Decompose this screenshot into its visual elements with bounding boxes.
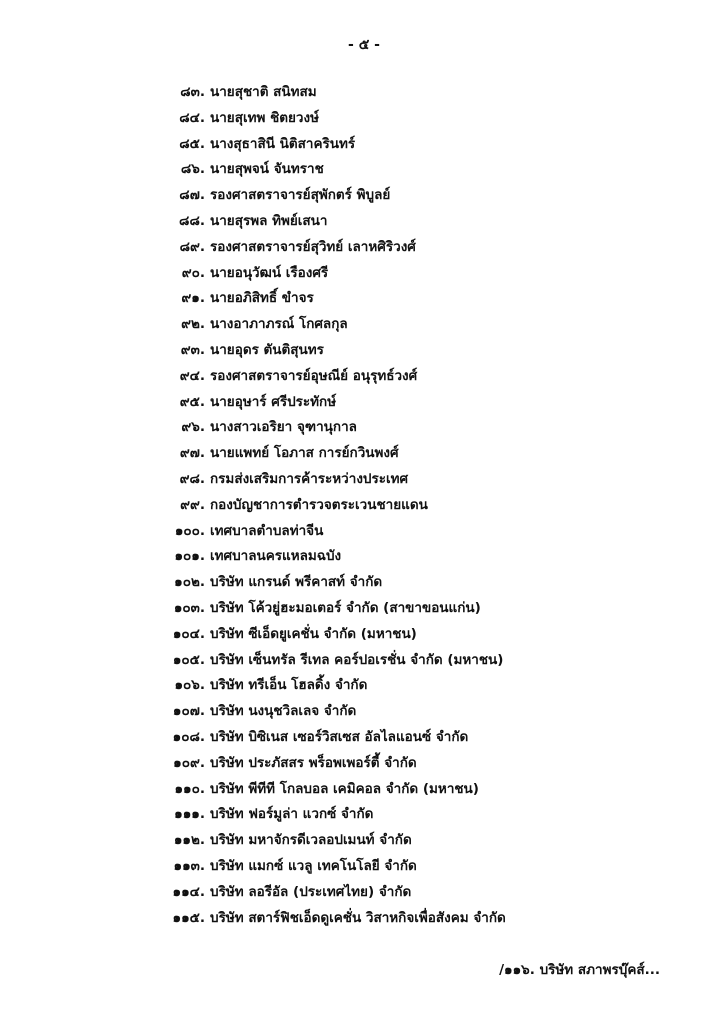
- item-name: บริษัท ประภัสสร พร็อพเพอร์ตี้ จำกัด: [210, 754, 417, 771]
- list-item: [0, 777, 728, 803]
- item-number: ๘๔.: [179, 109, 205, 126]
- list-item: [0, 183, 728, 209]
- list-item: [0, 544, 728, 570]
- item-number: ๑๐๗.: [172, 703, 205, 720]
- item-number: ๑๑๐.: [174, 780, 205, 797]
- item-number: ๑๑๕.: [172, 909, 205, 926]
- item-number: ๑๐๕.: [172, 651, 205, 668]
- item-number: ๑๑๒.: [173, 832, 205, 849]
- item-name: บริษัท ลอรีอัล (ประเทศไทย) จำกัด: [210, 883, 412, 900]
- item-name: นายอภิสิทธิ์ ขำจร: [210, 290, 314, 307]
- item-name: รองศาสตราจารย์สุพักตร์ พิบูลย์: [210, 187, 391, 204]
- item-name: บริษัท บิซิเนส เซอร์วิสเซส อัลไลแอนซ์ จำกัด: [210, 728, 469, 745]
- item-number: ๑๐๒.: [174, 574, 205, 591]
- continuation-note: /๑๑๖. บริษัท สภาพรบุ๊คส์...: [499, 962, 660, 978]
- name-list: [0, 80, 728, 931]
- item-number: ๑๑๔.: [172, 883, 205, 900]
- list-item: [0, 828, 728, 854]
- item-name: บริษัท ทรีเอ็น โฮลดิ้ง จำกัด: [210, 677, 368, 694]
- item-name: นายสุรพล ทิพย์เสนา: [210, 212, 328, 229]
- list-item: [0, 493, 728, 519]
- item-number: ๑๐๓.: [173, 599, 205, 616]
- list-item: [0, 312, 728, 338]
- item-name: บริษัท แมกซ์ แวลู เทคโนโลยี จำกัด: [210, 857, 417, 874]
- item-number: ๙๔.: [179, 367, 205, 384]
- item-number: ๙๐.: [181, 264, 205, 281]
- list-item: [0, 751, 728, 777]
- list-item: [0, 699, 728, 725]
- item-name: เทศบาลตำบลท่าจีน: [210, 522, 324, 539]
- item-name: บริษัท พีทีที โกลบอล เคมิคอล จำกัด (มหาชน): [210, 780, 479, 797]
- list-item: [0, 622, 728, 648]
- item-number: ๑๐๑.: [174, 548, 205, 565]
- list-item: [0, 880, 728, 906]
- item-name: บริษัท โค้วยู่ฮะมอเตอร์ จำกัด (สาขาขอนแก่น): [210, 599, 481, 616]
- item-number: ๙๕.: [179, 393, 205, 410]
- list-item: [0, 235, 728, 261]
- item-number: ๑๐๔.: [172, 625, 205, 642]
- item-number: ๙๒.: [181, 316, 205, 333]
- item-name: นายอนุวัฒน์ เรืองศรี: [210, 264, 329, 281]
- item-number: ๙๖.: [181, 419, 205, 436]
- list-item: [0, 209, 728, 235]
- list-item: [0, 106, 728, 132]
- item-name: นายสุชาติ สนิทสม: [210, 84, 317, 100]
- item-number: ๘๖.: [180, 161, 205, 178]
- list-item: [0, 906, 728, 932]
- list-item: [0, 338, 728, 364]
- item-name: บริษัท นงนุชวิลเลจ จำกัด: [210, 703, 357, 720]
- list-item: [0, 570, 728, 596]
- list-item: [0, 673, 728, 699]
- item-name: นางอาภาภรณ์ โกศลกุล: [210, 316, 348, 333]
- list-item: [0, 467, 728, 493]
- item-name: บริษัท ซีเอ็ดยูเคชั่น จำกัด (มหาชน): [210, 625, 417, 642]
- item-name: นางสาวเอริยา จุฑานุกาล: [210, 419, 357, 436]
- item-name: เทศบาลนครแหลมฉบัง: [210, 548, 342, 565]
- item-name: นายสุเทพ ชิตยวงษ์: [210, 109, 319, 126]
- item-name: นายแพทย์ โอภาส การย์กวินพงศ์: [210, 445, 399, 462]
- item-number: ๘๓.: [180, 84, 205, 100]
- item-name: บริษัท มหาจักรดีเวลอปเมนท์ จำกัด: [210, 832, 412, 849]
- list-item: [0, 261, 728, 287]
- item-number: ๑๑๑.: [174, 806, 205, 823]
- item-name: บริษัท เซ็นทรัล รีเทล คอร์ปอเรชั่น จำกัด (มหาชน): [210, 651, 504, 668]
- list-item: [0, 390, 728, 416]
- list-item: [0, 364, 728, 390]
- list-item: [0, 802, 728, 828]
- item-name: กรมส่งเสริมการค้าระหว่างประเทศ: [210, 470, 409, 487]
- item-number: ๙๑.: [181, 290, 205, 307]
- list-item: [0, 415, 728, 441]
- item-name: นางสุธาสินี นิติสาครินทร์: [210, 135, 356, 152]
- list-item: [0, 648, 728, 674]
- list-item: [0, 132, 728, 158]
- item-number: ๑๐๖.: [174, 677, 205, 694]
- item-number: ๘๘.: [179, 212, 205, 229]
- list-item: [0, 596, 728, 622]
- item-name: นายอุษาร์ ศรีประทักษ์: [210, 393, 337, 410]
- item-number: ๙๗.: [179, 445, 205, 462]
- item-number: ๘๗.: [179, 187, 205, 204]
- item-number: ๑๑๓.: [173, 857, 205, 874]
- page-number: - ๕ -: [348, 37, 380, 53]
- list-item: [0, 286, 728, 312]
- item-number: ๑๐๐.: [174, 522, 205, 539]
- list-item: [0, 854, 728, 880]
- list-item: [0, 157, 728, 183]
- item-name: บริษัท สตาร์ฟิชเอ็ดดูเคชั่น วิสาหกิจเพื่อสังคม จำกัด: [210, 909, 506, 926]
- item-name: นายสุพจน์ จันทราช: [210, 161, 324, 178]
- item-name: บริษัท ฟอร์มูล่า แวกซ์ จำกัด: [210, 806, 374, 823]
- item-name: บริษัท แกรนด์ พรีคาสท์ จำกัด: [210, 574, 383, 591]
- item-number: ๙๙.: [180, 496, 205, 513]
- item-name: รองศาสตราจารย์สุวิทย์ เลาหศิริวงศ์: [210, 238, 416, 255]
- list-item: [0, 725, 728, 751]
- item-number: ๙๘.: [179, 470, 205, 487]
- item-name: นายอุดร ตันติสุนทร: [210, 341, 324, 358]
- item-number: ๘๕.: [179, 135, 205, 152]
- list-item: [0, 441, 728, 467]
- item-number: ๑๐๙.: [173, 754, 205, 771]
- item-number: ๙๓.: [180, 341, 205, 358]
- item-name: รองศาสตราจารย์อุษณีย์ อนุรุทธ์วงศ์: [210, 367, 418, 384]
- list-item: [0, 80, 728, 106]
- item-number: ๘๙.: [179, 238, 205, 255]
- item-name: กองบัญชาการตำรวจตระเวนชายแดน: [210, 496, 428, 513]
- list-item: [0, 519, 728, 545]
- item-number: ๑๐๘.: [172, 728, 205, 745]
